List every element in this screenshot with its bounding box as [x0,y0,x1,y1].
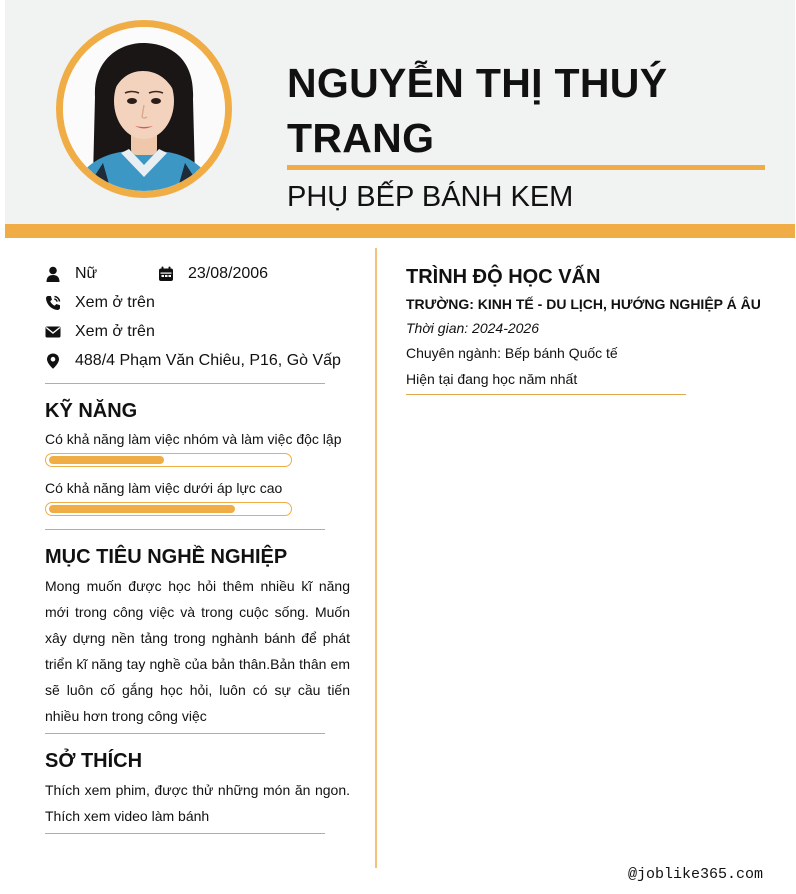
header-accent-bar [5,224,795,238]
hobbies-title: SỞ THÍCH [45,750,143,772]
hobbies-text: Thích xem phim, được thử những món ăn ngon. Thích xem video làm bánh [45,782,350,824]
education-title: TRÌNH ĐỘ HỌC VẤN [406,266,601,288]
birthdate-row [158,263,268,285]
skill-label: Có khả năng làm việc nhóm và làm việc độc lập [45,431,342,447]
section-divider [406,394,686,395]
avatar-frame [56,20,232,198]
section-divider [45,383,325,384]
gender-value: Nữ [75,265,98,282]
objective-text: Mong muốn được học hỏi thêm nhiều kĩ năng mới trong công việc và trong cuộc sống. Muốn xây dựng nền tảng trong nghành bánh để phát triển kĩ năng tay nghề của bản thân.Bản thân em sẽ luôn cố gắng học hỏi, luôn có sự cầu tiến nhiều hơn trong công việc [45,578,350,724]
job-title: PHỤ BẾP BÁNH KEM [287,181,574,213]
email-value: Xem ở trên [75,323,155,340]
skills-title: KỸ NĂNG [45,400,138,422]
skill-bar-fill [49,505,235,513]
email-row [45,321,155,343]
user-icon [45,266,61,282]
column-divider [375,248,377,868]
address-row [45,350,341,372]
objective-title: MỤC TIÊU NGHỀ NGHIỆP [45,546,288,568]
education-time: Thời gian: 2024-2026 [406,320,539,336]
calendar-icon [158,266,174,282]
address-value: 488/4 Phạm Văn Chiêu, P16, Gò Vấp [75,352,341,369]
education-major: Chuyên ngành: Bếp bánh Quốc tế [406,345,618,361]
gender-row [45,263,97,285]
skill-bar-track [45,502,292,516]
section-divider [45,733,325,734]
portrait-photo-icon [63,27,225,191]
avatar [63,27,225,191]
envelope-icon [45,324,61,340]
phone-row [45,292,155,314]
section-divider [45,833,325,834]
education-school: TRƯỜNG: KINH TẾ - DU LỊCH, HƯỚNG NGHIỆP Á ÂU [406,296,761,312]
candidate-name: NGUYỄN THỊ THUÝ TRANG [287,60,668,161]
birthdate-value: 23/08/2006 [188,265,269,282]
name-underline [287,165,765,170]
location-pin-icon [45,353,61,369]
phone-icon [45,295,61,311]
education-status: Hiện tại đang học năm nhất [406,371,578,387]
skill-bar-fill [49,456,164,464]
skill-bar-track [45,453,292,467]
watermark-text: @joblike365.com [628,866,764,883]
phone-value: Xem ở trên [75,294,155,311]
skill-label: Có khả năng làm việc dưới áp lực cao [45,480,283,496]
section-divider [45,529,325,530]
